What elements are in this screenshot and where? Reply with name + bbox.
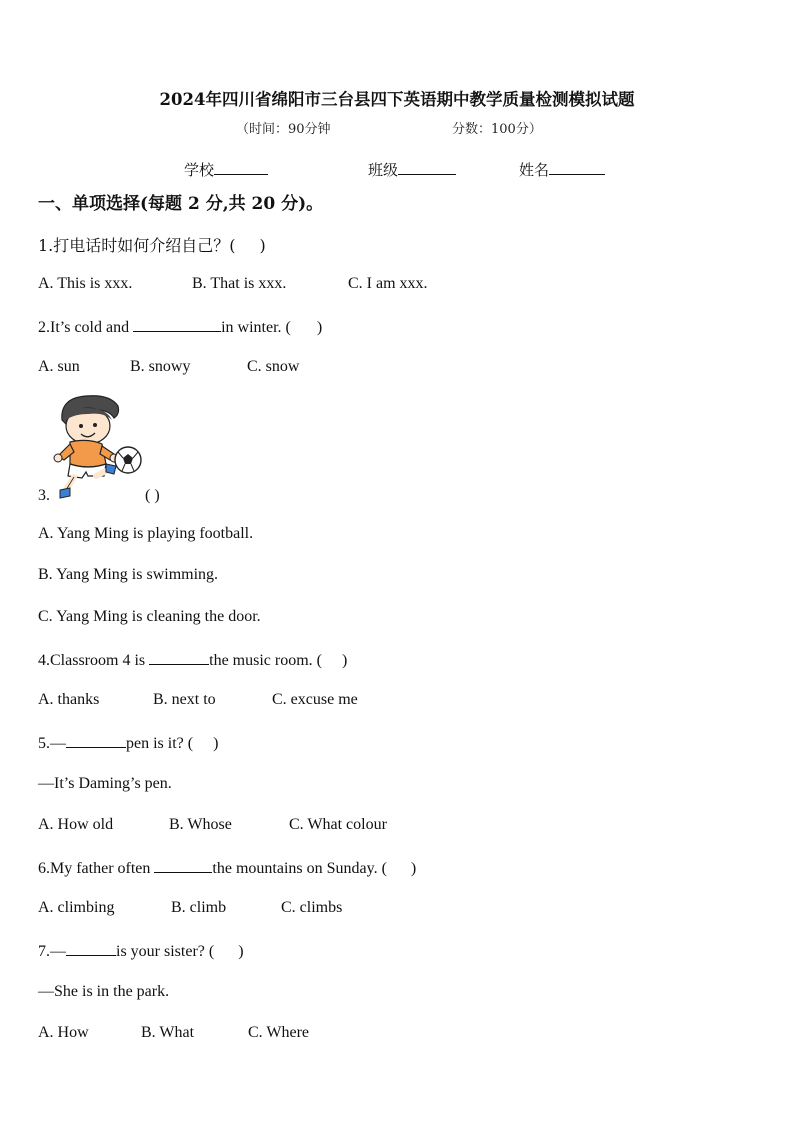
q5-blank[interactable] [66,733,126,748]
school-blank[interactable] [214,160,268,175]
page-title: 2024年四川省绵阳市三台县四下英语期中教学质量检测模拟试题 [159,90,635,109]
name-field [519,159,605,180]
q7-blank[interactable] [66,941,116,956]
question-2: 2.It’s cold and in winter. ( ) [38,319,323,336]
class-label: 班级 [368,161,399,179]
exam-score: 分数：100分） [452,122,542,137]
q5-option-a[interactable]: A. How old [38,816,114,833]
q2-option-b[interactable]: B. snowy [130,358,191,375]
q6-option-b[interactable]: B. climb [171,899,227,916]
section-heading: 一、单项选择(每题 2 分,共 20 分)。 [38,194,324,214]
q1-option-b[interactable]: B. That is xxx. [192,275,287,292]
q7-option-a[interactable]: A. How [38,1024,89,1041]
q4-option-a[interactable]: A. thanks [38,691,100,708]
q4-option-b[interactable]: B. next to [153,691,216,708]
q7-answer-line: —She is in the park. [38,983,170,1000]
class-field [368,159,456,180]
q1-option-a[interactable]: A. This is xxx. [38,275,133,292]
q3-option-b[interactable]: B. Yang Ming is swimming. [38,566,219,583]
class-blank[interactable] [398,160,456,175]
question-7: 7.— is your sister? ( ) [38,943,244,960]
question-6: 6.My father often the mountains on Sunday. ( ) [38,860,417,877]
q1-option-c[interactable]: C. I am xxx. [348,275,428,292]
name-blank[interactable] [549,160,605,175]
exam-time: （时间：90分钟 [236,122,331,137]
question-1: 1.打电话时如何介绍自己？( ) [38,236,266,255]
q7-option-b[interactable]: B. What [141,1024,195,1041]
q2-option-c[interactable]: C. snow [247,358,300,375]
question-3: 3. ( ) [38,487,160,504]
question-5: 5.— pen is it? ( ) [38,735,219,752]
boy-playing-football-image [48,392,144,502]
q6-blank[interactable] [154,858,212,873]
q4-blank[interactable] [149,650,209,665]
name-label: 姓名 [519,161,550,179]
q5-option-c[interactable]: C. What colour [289,816,387,833]
q6-option-c[interactable]: C. climbs [281,899,343,916]
q4-option-c[interactable]: C. excuse me [272,691,358,708]
q7-option-c[interactable]: C. Where [248,1024,310,1041]
q5-answer-line: —It’s Daming’s pen. [38,775,172,792]
q3-answer-parens: ( ) [145,487,160,504]
q2-option-a[interactable]: A. sun [38,358,80,375]
q6-option-a[interactable]: A. climbing [38,899,115,916]
q3-option-a[interactable]: A. Yang Ming is playing football. [38,525,254,542]
q5-option-b[interactable]: B. Whose [169,816,232,833]
q3-option-c[interactable]: C. Yang Ming is cleaning the door. [38,608,261,625]
q1-stem: 1.打电话时如何介绍自己？( [38,236,236,255]
q2-blank[interactable] [133,317,221,332]
school-field [184,159,268,180]
question-4: 4.Classroom 4 is the music room. ( ) [38,652,348,669]
school-label: 学校 [184,161,215,179]
